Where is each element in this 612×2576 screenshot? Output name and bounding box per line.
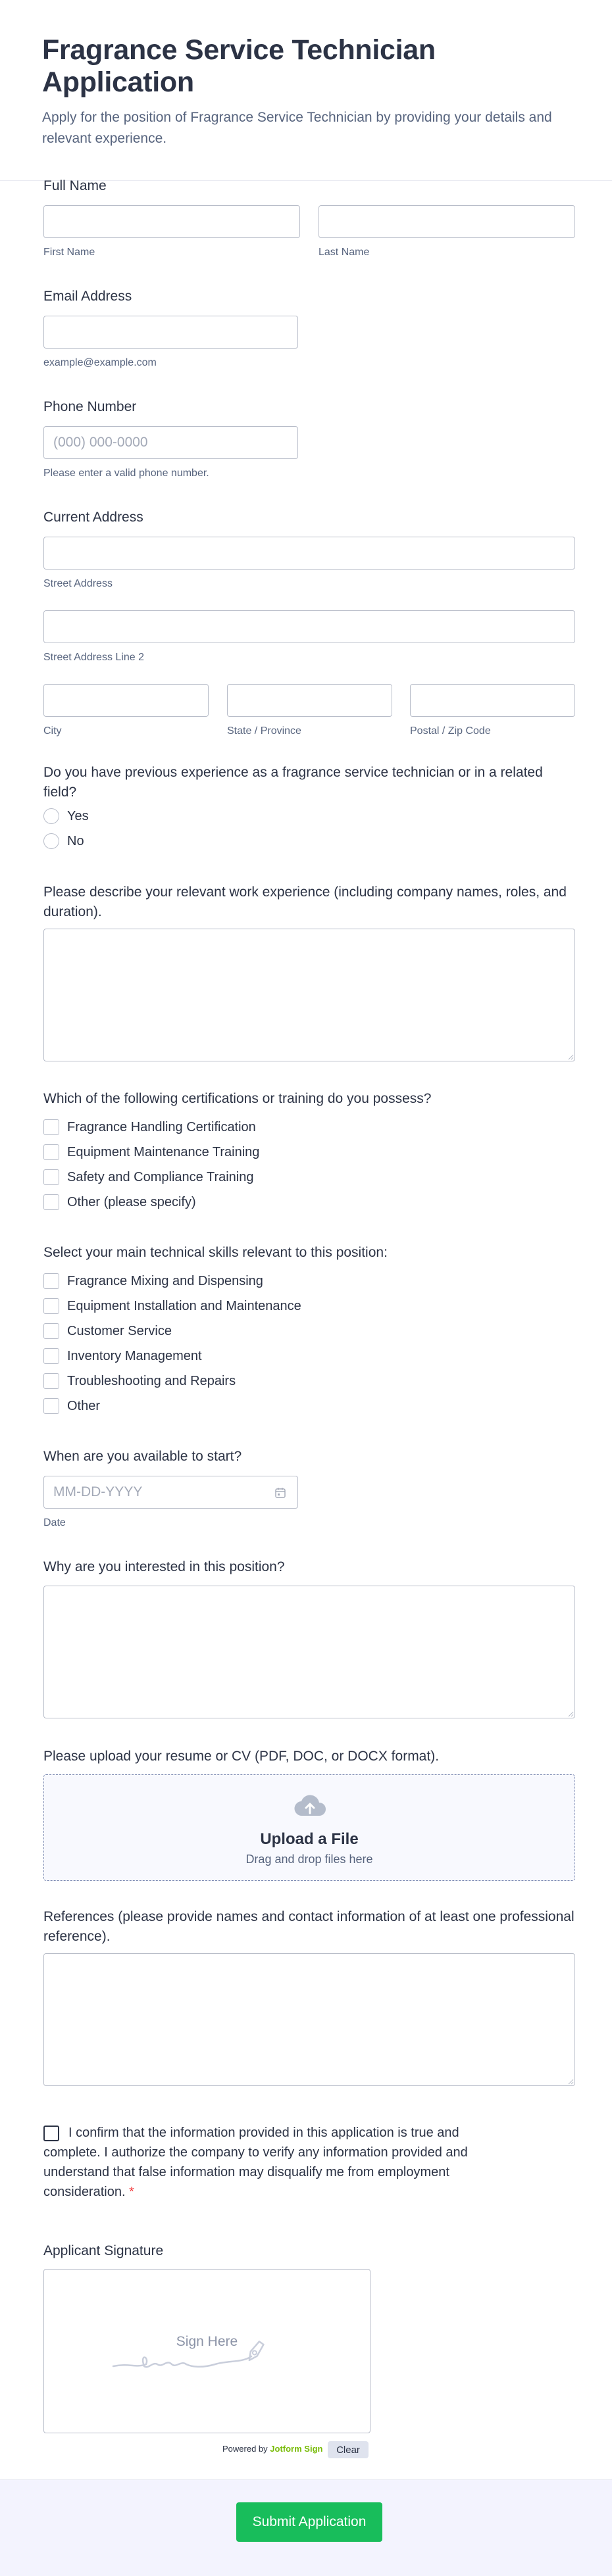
interest-field [43, 1557, 575, 1722]
resize-grip-icon[interactable] [567, 1054, 574, 1060]
address-field [43, 508, 575, 744]
work-experience-textarea[interactable] [43, 929, 575, 1061]
certification-option[interactable] [43, 1193, 196, 1211]
option-label: Equipment Maintenance Training [67, 1144, 260, 1159]
zip-sublabel: Postal / Zip Code [410, 725, 491, 737]
checkbox[interactable] [43, 1398, 59, 1414]
phone-sublabel: Please enter a valid phone number. [43, 468, 209, 479]
powered-by-text: Powered by [222, 2444, 268, 2454]
brand-name: Jotform Sign [270, 2444, 323, 2454]
skill-option[interactable] [43, 1347, 202, 1365]
city-input[interactable] [43, 684, 209, 717]
checkbox[interactable] [43, 1373, 59, 1389]
experience-label: Do you have previous experience as a fragrance service technician or in a related field? [43, 765, 543, 800]
checkbox[interactable] [43, 1298, 59, 1314]
option-label: Inventory Management [67, 1348, 202, 1363]
date-input[interactable] [43, 1476, 298, 1509]
resize-grip-icon[interactable] [567, 2078, 574, 2085]
email-label: Email Address [43, 289, 132, 304]
option-label: Fragrance Mixing and Dispensing [67, 1273, 263, 1288]
skill-option[interactable] [43, 1297, 301, 1315]
phone-field [43, 397, 575, 489]
checkbox[interactable] [43, 1119, 59, 1135]
certifications-label: Which of the following certifications or training do you possess? [43, 1091, 432, 1106]
radio-button[interactable] [43, 833, 59, 849]
skills-field [43, 1243, 575, 1427]
option-label: Troubleshooting and Repairs [67, 1373, 236, 1388]
full-name-field [43, 176, 575, 268]
signature-label: Applicant Signature [43, 2243, 164, 2258]
confirm-text: I confirm that the information provided in this application is true and complete. I authorize the company to verify any information provided and understand that false information may disqualify me from employment consideration. [43, 2126, 468, 2199]
skill-option[interactable] [43, 1372, 236, 1390]
date-sublabel: Date [43, 1517, 66, 1528]
upload-label: Please upload your resume or CV (PDF, DOC, or DOCX format). [43, 1749, 440, 1764]
checkbox[interactable] [43, 1348, 59, 1364]
state-sublabel: State / Province [227, 725, 301, 737]
form-title: Fragrance Service Technician Application [42, 34, 436, 99]
checkbox[interactable] [43, 1273, 59, 1289]
last-name-input[interactable] [319, 205, 575, 238]
option-label: Customer Service [67, 1323, 172, 1338]
phone-label: Phone Number [43, 399, 137, 414]
interest-label: Why are you interested in this position? [43, 1559, 285, 1574]
confirm-checkbox[interactable] [43, 2126, 59, 2141]
signature-field [43, 2241, 575, 2458]
references-field [43, 1907, 575, 2091]
references-textarea[interactable] [43, 1953, 575, 2086]
certification-option[interactable] [43, 1168, 254, 1186]
phone-input[interactable] [43, 426, 298, 459]
form-header [0, 0, 612, 181]
required-asterisk: * [129, 2185, 134, 2199]
option-label: No [67, 833, 84, 848]
full-name-label: Full Name [43, 178, 107, 193]
file-dropzone[interactable] [43, 1774, 575, 1881]
resize-grip-icon[interactable] [567, 1711, 574, 1717]
signature-placeholder: Sign Here [176, 2334, 238, 2349]
clear-signature-button[interactable]: Clear [328, 2441, 369, 2458]
references-label: References (please provide names and contact information of at least one professional reference). [43, 1909, 574, 1945]
confirm-statement [43, 2123, 497, 2202]
first-name-sublabel: First Name [43, 247, 95, 258]
option-label: Other [67, 1398, 101, 1413]
option-label: Other (please specify) [67, 1194, 196, 1209]
option-label: Safety and Compliance Training [67, 1169, 254, 1184]
option-label: Fragrance Handling Certification [67, 1119, 256, 1134]
street-address-input[interactable] [43, 537, 575, 570]
checkbox[interactable] [43, 1144, 59, 1160]
experience-option-yes[interactable] [43, 807, 89, 825]
radio-button[interactable] [43, 808, 59, 824]
email-sublabel: example@example.com [43, 357, 157, 368]
certification-option[interactable] [43, 1118, 256, 1136]
city-sublabel: City [43, 725, 62, 737]
upload-title: Upload a File [260, 1830, 359, 1848]
start-date-label: When are you available to start? [43, 1449, 242, 1464]
experience-field [43, 763, 575, 855]
checkbox[interactable] [43, 1194, 59, 1210]
last-name-sublabel: Last Name [319, 247, 370, 258]
street-address-line2-sublabel: Street Address Line 2 [43, 652, 144, 663]
cloud-upload-icon [293, 1793, 327, 1818]
skill-option[interactable] [43, 1397, 100, 1415]
option-label: Equipment Installation and Maintenance [67, 1298, 301, 1313]
street-address-sublabel: Street Address [43, 578, 113, 589]
calendar-icon[interactable] [274, 1487, 286, 1499]
powered-by [222, 2442, 322, 2456]
email-field [43, 287, 575, 379]
work-experience-field [43, 883, 575, 1067]
street-address-line2-input[interactable] [43, 610, 575, 643]
certification-option[interactable] [43, 1143, 259, 1161]
start-date-field [43, 1447, 575, 1539]
checkbox[interactable] [43, 1323, 59, 1339]
first-name-input[interactable] [43, 205, 300, 238]
address-label: Current Address [43, 510, 143, 525]
signature-scribble-icon [110, 2330, 307, 2376]
skill-option[interactable] [43, 1272, 263, 1290]
form-subtitle: Apply for the position of Fragrance Service Technician by providing your details and relevant experience. [42, 109, 552, 147]
experience-option-no[interactable] [43, 832, 84, 850]
work-experience-label: Please describe your relevant work experience (including company names, roles, and duration). [43, 885, 567, 920]
option-label: Yes [67, 808, 89, 823]
checkbox[interactable] [43, 1169, 59, 1185]
interest-textarea[interactable] [43, 1586, 575, 1718]
zip-input[interactable] [410, 684, 575, 717]
confirm-field [43, 2123, 575, 2202]
certifications-field [43, 1089, 575, 1221]
upload-subtitle: Drag and drop files here [245, 1853, 373, 1866]
skills-label: Select your main technical skills relevant to this position: [43, 1245, 388, 1260]
email-input[interactable] [43, 316, 298, 349]
state-input[interactable] [227, 684, 392, 717]
submit-button[interactable]: Submit Application [236, 2502, 382, 2542]
form-footer [0, 2479, 612, 2576]
signature-pad[interactable] [43, 2269, 370, 2433]
skill-option[interactable] [43, 1322, 172, 1340]
upload-field [43, 1747, 575, 1885]
